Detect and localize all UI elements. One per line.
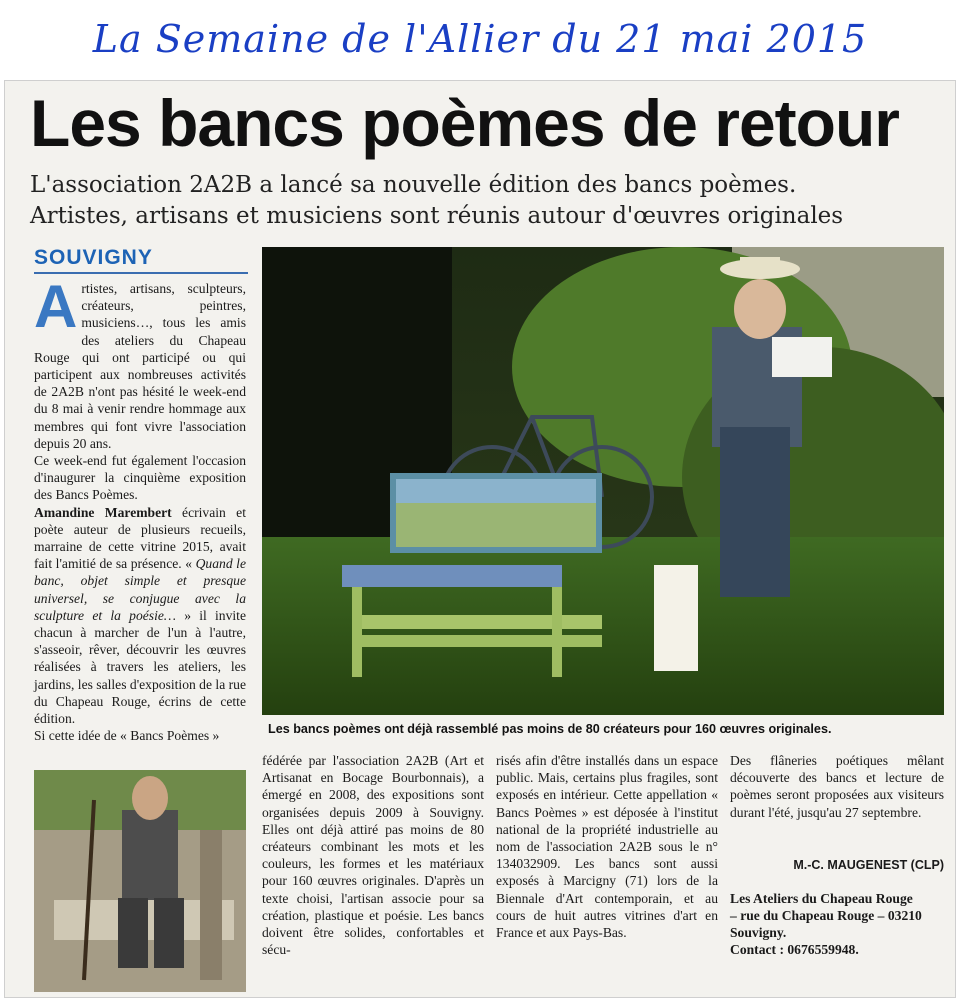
contact-box [730, 890, 944, 958]
subhead-line-2: Artistes, artisans et musiciens sont réunis autour d'œuvres originales [30, 203, 844, 229]
drop-cap: A [34, 273, 78, 340]
masthead-title: La Semaine de l'Allier du 21 mai 2015 [92, 17, 868, 61]
contact-line: Contact : 0676559948. [730, 942, 859, 957]
paragraph: fédérée par l'association 2A2B (Art et Artisanat en Bocage Bourbonnais), a émergé en 2008, des expositions sont organisées depuis 2009 à Souvigny. Elles ont déjà attiré pas moins de 80 créateurs combinant les mots et les couleurs, les formes et les matériaux pour 160 œuvres originales. D'après un texte choisi, l'artisan associe pour sa création, plastique et poésie. Les bancs doivent être solides, confortables et sécu- [262, 753, 484, 958]
article-column-2 [262, 752, 484, 958]
paragraph: Des flâneries poétiques mêlant découverte des bancs et lecture de poèmes seront proposées aux visiteurs durant l'été, jusqu'au 27 septembre. [730, 753, 944, 820]
article-column-1 [34, 273, 246, 744]
rubric-label: SOUVIGNY [34, 246, 153, 269]
headline: Les bancs poèmes de retour [30, 86, 899, 160]
article-column-4 [730, 752, 944, 821]
paragraph [34, 504, 246, 728]
paragraph-text: » il invite chacun à marcher de l'un à l'autre, s'asseoir, rêver, découvrir les œuvres réalisées à travers les ateliers, les jardins, les salles d'exposition de la rue du Chapeau Rouge, écrins de cette édition. [34, 607, 246, 727]
contact-line: Les Ateliers du Chapeau Rouge [730, 891, 913, 906]
subheadline [30, 170, 940, 232]
article-column-3 [496, 752, 718, 941]
byline: M.-C. MAUGENEST (CLP) [793, 858, 944, 872]
quote: Quand le banc, objet simple et presque universel, se conjugue avec la sculpture et la poésie… [34, 556, 246, 623]
paragraph [34, 273, 246, 452]
secondary-photo [34, 770, 246, 992]
paragraph: risés afin d'être installés dans un espace public. Mais, certains plus fragiles, sont exposés en intérieur. Cette appellation « Bancs Poèmes » est déposée à l'institut national de la propriété industrielle au nom de l'association 2A2B sous le n° 134032909. Les bancs sont aussi exposés à Marcigny (71) lors de la Biennale d'Art contemporain, et au cours de huit autres vitrines d'art en France et aux Pays-Bas. [496, 753, 718, 941]
photo-caption: Les bancs poèmes ont déjà rassemblé pas moins de 80 créateurs pour 160 œuvres originales. [268, 722, 832, 736]
paragraph-text: rtistes, artisans, sculpteurs, créateurs, peintres, musiciens…, tous les amis des ateliers du Chapeau Rouge qui ont participé ou qui participent aux nombreuses activités de 2A2B n'ont pas hésité le week-end du 8 mai à venir rendre hommage aux membres qui font vivre l'association depuis 20 ans. [34, 281, 246, 451]
contact-line: Souvigny. [730, 925, 787, 940]
subhead-line-1: L'association 2A2B a lancé sa nouvelle édition des bancs poèmes. [30, 172, 797, 198]
main-photo [262, 247, 944, 715]
person-name: Amandine Marembert [34, 504, 172, 520]
seated-man-illustration [34, 770, 246, 992]
location-rubric [34, 246, 248, 274]
paragraph: Si cette idée de « Bancs Poèmes » [34, 728, 220, 744]
paragraph: Ce week-end fut également l'occasion d'inaugurer la cinquième exposition des Bancs Poèmes. [34, 453, 246, 503]
paragraph-text: écrivain et poète auteur de plusieurs recueils, marraine de cette vitrine 2015, avait fait l'amitié de sa présence. « [34, 504, 246, 572]
contact-line: – rue du Chapeau Rouge – 03210 [730, 908, 922, 923]
garden-scene-illustration [262, 247, 944, 715]
